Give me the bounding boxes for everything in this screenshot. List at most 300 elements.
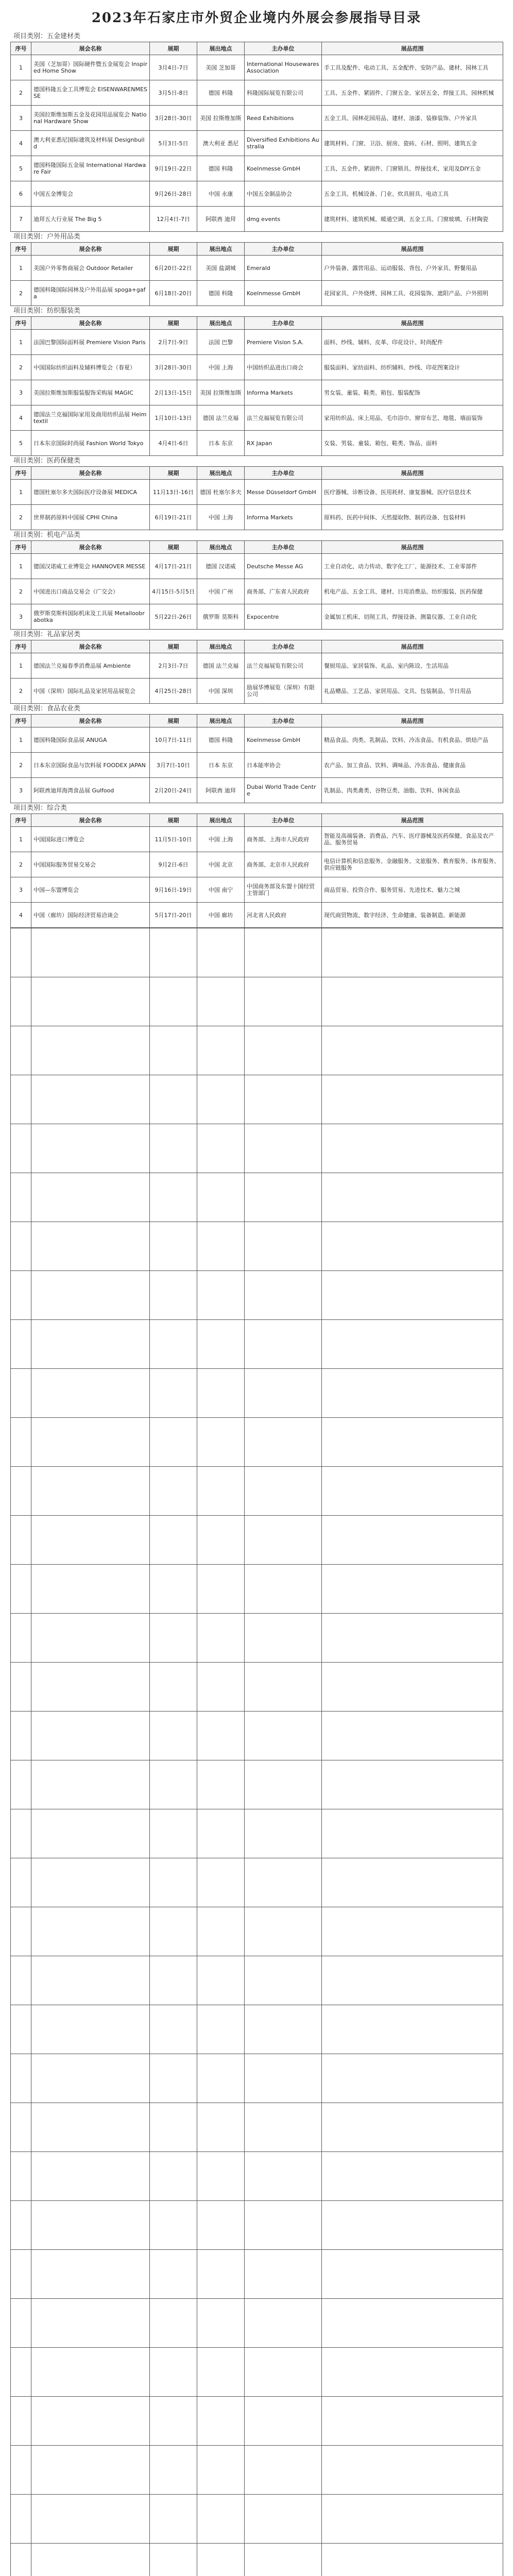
empty-table-row [11, 1760, 503, 1809]
exhibition-name: 中国国际进口博览会 [31, 827, 150, 852]
row-number: 5 [11, 431, 31, 456]
column-header: 序号 [11, 715, 31, 727]
empty-cell [245, 2299, 322, 2348]
organizer: 中国商务部及东盟十国经贸主管部门 [245, 877, 322, 903]
exhibition-location: 澳大利亚 悉尼 [197, 131, 245, 156]
column-header: 展品范围 [322, 467, 503, 480]
column-header: 序号 [11, 814, 31, 827]
empty-cell [245, 2250, 322, 2299]
exhibition-table [10, 814, 503, 928]
exhibition-name: 美国户外零售商展会 Outdoor Retailer [31, 256, 150, 281]
empty-cell [150, 1369, 197, 1418]
empty-cell [322, 1907, 503, 1956]
exhibition-dates: 2月3日-7日 [150, 653, 197, 679]
exhibition-name: 德国科隆国际食品展 ANUGA [31, 727, 150, 753]
exhibition-name: 中国（深圳）国际礼品及家居用品展览会 [31, 679, 150, 704]
empty-cell [31, 1663, 150, 1711]
empty-cell [31, 1222, 150, 1271]
empty-cell [322, 977, 503, 1026]
exhibition-location: 德国 法兰克福 [197, 653, 245, 679]
empty-cell [197, 2348, 245, 2397]
organizer: 法兰克福展览有限公司 [245, 405, 322, 431]
table-row [11, 405, 503, 431]
exhibition-dates: 3月4日-7日 [150, 55, 197, 80]
empty-cell [150, 2544, 197, 2576]
organizer: 中国纺织品进出口商会 [245, 355, 322, 380]
column-header: 展出地点 [197, 317, 245, 330]
exhibition-dates: 3月7日-10日 [150, 753, 197, 778]
row-number: 2 [11, 505, 31, 530]
column-header: 展品范围 [322, 541, 503, 554]
empty-cell [197, 928, 245, 977]
empty-cell [197, 1320, 245, 1369]
empty-cell [31, 1418, 150, 1467]
empty-cell [197, 2446, 245, 2495]
empty-cell [197, 1075, 245, 1124]
exhibition-location: 中国 廊坊 [197, 903, 245, 928]
row-number: 2 [11, 281, 31, 306]
exhibition-name: 中国国际服务贸易交易会 [31, 852, 150, 877]
table-row [11, 480, 503, 505]
empty-cell [150, 928, 197, 977]
column-header: 展出地点 [197, 243, 245, 256]
exhibition-location: 中国 深圳 [197, 679, 245, 704]
exhibition-dates: 11月13日-16日 [150, 480, 197, 505]
empty-cell [31, 1516, 150, 1565]
exhibition-location: 中国 上海 [197, 505, 245, 530]
empty-cell [322, 1809, 503, 1858]
exhibition-name: 世界制药原料中国展 CPHI China [31, 505, 150, 530]
exhibition-dates: 12月4日-7日 [150, 207, 197, 232]
row-number: 1 [11, 727, 31, 753]
empty-table-row [11, 1271, 503, 1320]
empty-cell [150, 1418, 197, 1467]
empty-cell [322, 1711, 503, 1760]
empty-cell [11, 977, 31, 1026]
table-row [11, 903, 503, 928]
section-heading: 项目类别：机电产品类 [13, 531, 81, 539]
column-header: 展期 [150, 42, 197, 55]
empty-cell [31, 1271, 150, 1320]
exhibition-location: 阿联酋 迪拜 [197, 778, 245, 803]
empty-cell [197, 1760, 245, 1809]
row-number: 1 [11, 55, 31, 80]
column-header: 展期 [150, 467, 197, 480]
empty-cell [11, 1809, 31, 1858]
section-heading: 项目类别：食品农业类 [13, 705, 81, 713]
organizer: International Housewares Association [245, 55, 322, 80]
exhibit-scope: 户外装备、露营用品、运动服装、背包、户外家具、野餐用品 [322, 256, 503, 281]
empty-cell [11, 2005, 31, 2054]
exhibition-dates: 6月19日-21日 [150, 505, 197, 530]
table-row [11, 106, 503, 131]
empty-cell [245, 2348, 322, 2397]
column-header: 展出地点 [197, 467, 245, 480]
table-filler [10, 928, 503, 2576]
table-row [11, 679, 503, 704]
exhibition-dates: 5月3日-5日 [150, 131, 197, 156]
empty-cell [31, 1369, 150, 1418]
empty-cell [197, 2250, 245, 2299]
table-row [11, 727, 503, 753]
empty-table-row [11, 2005, 503, 2054]
empty-cell [245, 2495, 322, 2544]
organizer: Premiere Vision S.A. [245, 330, 322, 355]
empty-cell [31, 2152, 150, 2201]
row-number: 2 [11, 355, 31, 380]
row-number: 6 [11, 181, 31, 207]
column-header: 展期 [150, 814, 197, 827]
organizer: Deutsche Messe AG [245, 554, 322, 579]
empty-cell [197, 2397, 245, 2446]
empty-cell [11, 1858, 31, 1907]
empty-cell [150, 1222, 197, 1271]
empty-cell [150, 1565, 197, 1614]
exhibition-table [10, 42, 503, 232]
empty-table-row [11, 1418, 503, 1467]
empty-cell [197, 1565, 245, 1614]
empty-cell [245, 1124, 322, 1173]
empty-cell [150, 1907, 197, 1956]
exhibition-table [10, 640, 503, 704]
exhibition-dates: 10月7日-11日 [150, 727, 197, 753]
exhibit-scope: 服装面料、家纺面料、纺织辅料、纱线、印花图案设计 [322, 355, 503, 380]
empty-cell [31, 1173, 150, 1222]
empty-cell [322, 1173, 503, 1222]
column-header: 序号 [11, 467, 31, 480]
empty-cell [322, 2397, 503, 2446]
empty-cell [31, 2103, 150, 2152]
empty-cell [31, 2250, 150, 2299]
empty-cell [197, 1809, 245, 1858]
organizer: Expocentre [245, 604, 322, 630]
table-row [11, 431, 503, 456]
empty-cell [245, 1173, 322, 1222]
exhibit-scope: 工具、五金件、紧固件、门窗锁具、焊接技术、家用及DIY五金 [322, 156, 503, 181]
empty-cell [322, 2495, 503, 2544]
row-number: 4 [11, 405, 31, 431]
empty-cell [245, 1760, 322, 1809]
row-number: 4 [11, 903, 31, 928]
empty-table-row [11, 928, 503, 977]
exhibition-name: 德国法兰克福春季消费品展 Ambiente [31, 653, 150, 679]
table-row [11, 604, 503, 630]
exhibition-location: 中国 北京 [197, 852, 245, 877]
empty-cell [31, 2005, 150, 2054]
empty-cell [11, 1614, 31, 1663]
column-header: 展品范围 [322, 243, 503, 256]
exhibition-name: 澳大利亚悉尼国际建筑及材料展 Designbuild [31, 131, 150, 156]
empty-cell [322, 1075, 503, 1124]
row-number: 1 [11, 653, 31, 679]
empty-cell [150, 1124, 197, 1173]
empty-cell [150, 2103, 197, 2152]
exhibition-location: 法国 巴黎 [197, 330, 245, 355]
empty-cell [322, 1026, 503, 1075]
row-number: 1 [11, 480, 31, 505]
empty-cell [11, 1907, 31, 1956]
empty-cell [150, 1173, 197, 1222]
exhibit-scope: 工具、五金件、紧固件、门窗五金、家居五金、焊接工具、园林机械 [322, 80, 503, 106]
organizer: 河北省人民政府 [245, 903, 322, 928]
column-header: 展期 [150, 317, 197, 330]
empty-cell [31, 2348, 150, 2397]
empty-cell [31, 1760, 150, 1809]
table-row [11, 380, 503, 405]
empty-cell [11, 2250, 31, 2299]
empty-cell [197, 2201, 245, 2250]
empty-cell [11, 1075, 31, 1124]
empty-cell [322, 1760, 503, 1809]
empty-cell [245, 1467, 322, 1516]
empty-table-row [11, 2054, 503, 2103]
table-row [11, 753, 503, 778]
column-header: 展会名称 [31, 640, 150, 653]
exhibit-scope: 建筑材料、建筑机械、暖通空调、五金工具、门窗玻璃、石材陶瓷 [322, 207, 503, 232]
empty-cell [11, 1663, 31, 1711]
exhibit-scope: 金属加工机床、切削工具、焊接设备、测量仪器、工业自动化 [322, 604, 503, 630]
row-number: 1 [11, 256, 31, 281]
empty-table-row [11, 1711, 503, 1760]
row-number: 1 [11, 827, 31, 852]
exhibition-dates: 9月16日-19日 [150, 877, 197, 903]
row-number: 3 [11, 106, 31, 131]
empty-cell [245, 2201, 322, 2250]
exhibition-location: 美国 拉斯维加斯 [197, 106, 245, 131]
empty-cell [322, 1271, 503, 1320]
empty-table-row [11, 2348, 503, 2397]
exhibit-scope: 精品食品、肉类、乳制品、饮料、冷冻食品、有机食品、烘焙产品 [322, 727, 503, 753]
empty-table-row [11, 1173, 503, 1222]
empty-cell [197, 1124, 245, 1173]
table-row [11, 156, 503, 181]
empty-cell [150, 1956, 197, 2005]
column-header: 展品范围 [322, 317, 503, 330]
empty-cell [150, 1320, 197, 1369]
empty-cell [197, 1369, 245, 1418]
empty-cell [197, 1516, 245, 1565]
exhibition-dates: 3月5日-8日 [150, 80, 197, 106]
exhibition-name: 德国科隆国际五金展 International Hardware Fair [31, 156, 150, 181]
empty-cell [245, 1565, 322, 1614]
column-header: 展会名称 [31, 243, 150, 256]
column-header: 主办单位 [245, 715, 322, 727]
empty-cell [150, 1075, 197, 1124]
empty-cell [197, 1271, 245, 1320]
exhibit-scope: 家用纺织品、床上用品、毛巾浴巾、窗帘布艺、地毯、墙面装饰 [322, 405, 503, 431]
exhibition-dates: 5月17日-20日 [150, 903, 197, 928]
empty-cell [197, 1026, 245, 1075]
empty-cell [11, 1124, 31, 1173]
exhibition-location: 阿联酋 迪拜 [197, 207, 245, 232]
empty-cell [322, 1369, 503, 1418]
exhibit-scope: 礼品赠品、工艺品、家居用品、文具、包装制品、节日用品 [322, 679, 503, 704]
exhibition-name: 日本东京国际食品与饮料展 FOODEX JAPAN [31, 753, 150, 778]
exhibition-dates: 6月18日-20日 [150, 281, 197, 306]
empty-cell [11, 1467, 31, 1516]
empty-table-row [11, 2201, 503, 2250]
empty-table-row [11, 2446, 503, 2495]
empty-cell [245, 1956, 322, 2005]
empty-cell [197, 1222, 245, 1271]
exhibit-scope: 男女装、童装、鞋类、箱包、服装配饰 [322, 380, 503, 405]
empty-cell [150, 1809, 197, 1858]
exhibition-location: 美国 芝加哥 [197, 55, 245, 80]
exhibit-scope: 电信计算机和信息服务、金融服务、文旅服务、教育服务、体育服务、供应链服务 [322, 852, 503, 877]
table-header-row [11, 42, 503, 55]
document-title: 2023年石家庄市外贸企业境内外展会参展指导目录 [91, 10, 422, 26]
section-heading: 项目类别：综合类 [13, 804, 67, 812]
exhibition-name: 德国科隆国际园林及户外用品展 spoga+gafa [31, 281, 150, 306]
empty-cell [197, 1907, 245, 1956]
table-row [11, 181, 503, 207]
organizer: Koelnmesse GmbH [245, 727, 322, 753]
exhibition-location: 日本 东京 [197, 753, 245, 778]
organizer: Informa Markets [245, 380, 322, 405]
empty-cell [31, 2201, 150, 2250]
row-number: 4 [11, 131, 31, 156]
empty-cell [197, 2005, 245, 2054]
exhibition-table [10, 714, 503, 803]
empty-cell [197, 2054, 245, 2103]
section-heading: 项目类别：纺织服装类 [13, 307, 81, 315]
empty-cell [322, 1614, 503, 1663]
empty-cell [11, 1711, 31, 1760]
empty-cell [245, 1663, 322, 1711]
empty-cell [31, 2446, 150, 2495]
empty-table-row [11, 1956, 503, 2005]
exhibition-dates: 5月22日-26日 [150, 604, 197, 630]
empty-cell [322, 2348, 503, 2397]
empty-table-row [11, 1222, 503, 1271]
exhibition-dates: 2月7日-9日 [150, 330, 197, 355]
empty-cell [11, 2348, 31, 2397]
empty-cell [11, 1565, 31, 1614]
empty-table-row [11, 1124, 503, 1173]
empty-cell [197, 1663, 245, 1711]
empty-cell [31, 2397, 150, 2446]
column-header: 序号 [11, 640, 31, 653]
row-number: 3 [11, 604, 31, 630]
empty-cell [31, 1809, 150, 1858]
column-header: 展期 [150, 541, 197, 554]
exhibit-scope: 手工具及配件、电动工具、五金配件、安防产品、建材、园林工具 [322, 55, 503, 80]
table-row [11, 355, 503, 380]
exhibition-location: 德国 汉诺威 [197, 554, 245, 579]
empty-cell [197, 2103, 245, 2152]
table-row [11, 131, 503, 156]
table-row [11, 778, 503, 803]
empty-cell [245, 1711, 322, 1760]
table-header-row [11, 317, 503, 330]
empty-cell [197, 1858, 245, 1907]
empty-cell [11, 2299, 31, 2348]
row-number: 3 [11, 380, 31, 405]
empty-cell [31, 1907, 150, 1956]
empty-cell [11, 1516, 31, 1565]
empty-table-row [11, 1809, 503, 1858]
empty-cell [11, 1369, 31, 1418]
empty-cell [245, 1026, 322, 1075]
exhibition-name: 德国汉诺威工业博览会 HANNOVER MESSE [31, 554, 150, 579]
table-row [11, 330, 503, 355]
column-header: 主办单位 [245, 243, 322, 256]
column-header: 展出地点 [197, 42, 245, 55]
empty-cell [150, 1271, 197, 1320]
section-heading: 项目类别：礼品家居类 [13, 631, 81, 638]
organizer: Koelnmesse GmbH [245, 281, 322, 306]
row-number: 7 [11, 207, 31, 232]
section-heading: 项目类别：五金建材类 [13, 32, 81, 40]
exhibition-name: 法国巴黎国际面料展 Premiere Vision Paris [31, 330, 150, 355]
empty-cell [322, 1858, 503, 1907]
exhibit-scope: 工业自动化、动力传动、数字化工厂、能源技术、工业零部件 [322, 554, 503, 579]
exhibition-dates: 4月15日-5月5日 [150, 579, 197, 604]
exhibit-scope: 智能及高端装备、消费品、汽车、医疗器械及医药保健、食品及农产品、服务贸易 [322, 827, 503, 852]
table-row [11, 207, 503, 232]
empty-cell [197, 1711, 245, 1760]
exhibition-sections [10, 31, 503, 928]
empty-cell [245, 1516, 322, 1565]
organizer: 励展华博展览（深圳）有限公司 [245, 679, 322, 704]
exhibition-dates: 9月26日-28日 [150, 181, 197, 207]
empty-cell [31, 977, 150, 1026]
empty-cell [322, 2103, 503, 2152]
empty-cell [11, 2152, 31, 2201]
exhibition-name: 德国法兰克福国际家用及商用纺织品展 Heimtextil [31, 405, 150, 431]
exhibition-name: 中国进出口商品交易会（广交会） [31, 579, 150, 604]
organizer: 商务部、广东省人民政府 [245, 579, 322, 604]
empty-cell [150, 2397, 197, 2446]
empty-table-row [11, 1320, 503, 1369]
empty-cell [150, 2250, 197, 2299]
empty-cell [31, 2544, 150, 2576]
empty-cell [31, 2299, 150, 2348]
exhibition-name: 迪拜五大行业展 The Big 5 [31, 207, 150, 232]
empty-cell [245, 1858, 322, 1907]
table-header-row [11, 467, 503, 480]
empty-cell [150, 1026, 197, 1075]
exhibit-scope: 花园家具、户外烧烤、园林工具、花园装饰、遮阳产品、户外照明 [322, 281, 503, 306]
empty-cell [197, 2152, 245, 2201]
exhibition-table [10, 316, 503, 456]
document-page [10, 0, 503, 2576]
organizer: Emerald [245, 256, 322, 281]
row-number: 1 [11, 330, 31, 355]
empty-cell [322, 2446, 503, 2495]
column-header: 展期 [150, 715, 197, 727]
row-number: 3 [11, 778, 31, 803]
exhibition-dates: 3月28日-30日 [150, 355, 197, 380]
empty-table-row [11, 1026, 503, 1075]
row-number: 5 [11, 156, 31, 181]
column-header: 展期 [150, 640, 197, 653]
empty-cell [245, 2397, 322, 2446]
exhibition-location: 俄罗斯 莫斯科 [197, 604, 245, 630]
table-header-row [11, 640, 503, 653]
empty-cell [197, 1173, 245, 1222]
empty-table-row [11, 1565, 503, 1614]
organizer: RX Japan [245, 431, 322, 456]
empty-cell [31, 1026, 150, 1075]
empty-cell [245, 2544, 322, 2576]
empty-table-row [11, 1858, 503, 1907]
exhibit-scope: 现代商贸物流、数字经济、生命健康、装备制造、新能源 [322, 903, 503, 928]
exhibition-name: 美国拉斯维加斯服装服饰采购展 MAGIC [31, 380, 150, 405]
empty-cell [150, 2054, 197, 2103]
row-number: 1 [11, 554, 31, 579]
column-header: 展出地点 [197, 640, 245, 653]
